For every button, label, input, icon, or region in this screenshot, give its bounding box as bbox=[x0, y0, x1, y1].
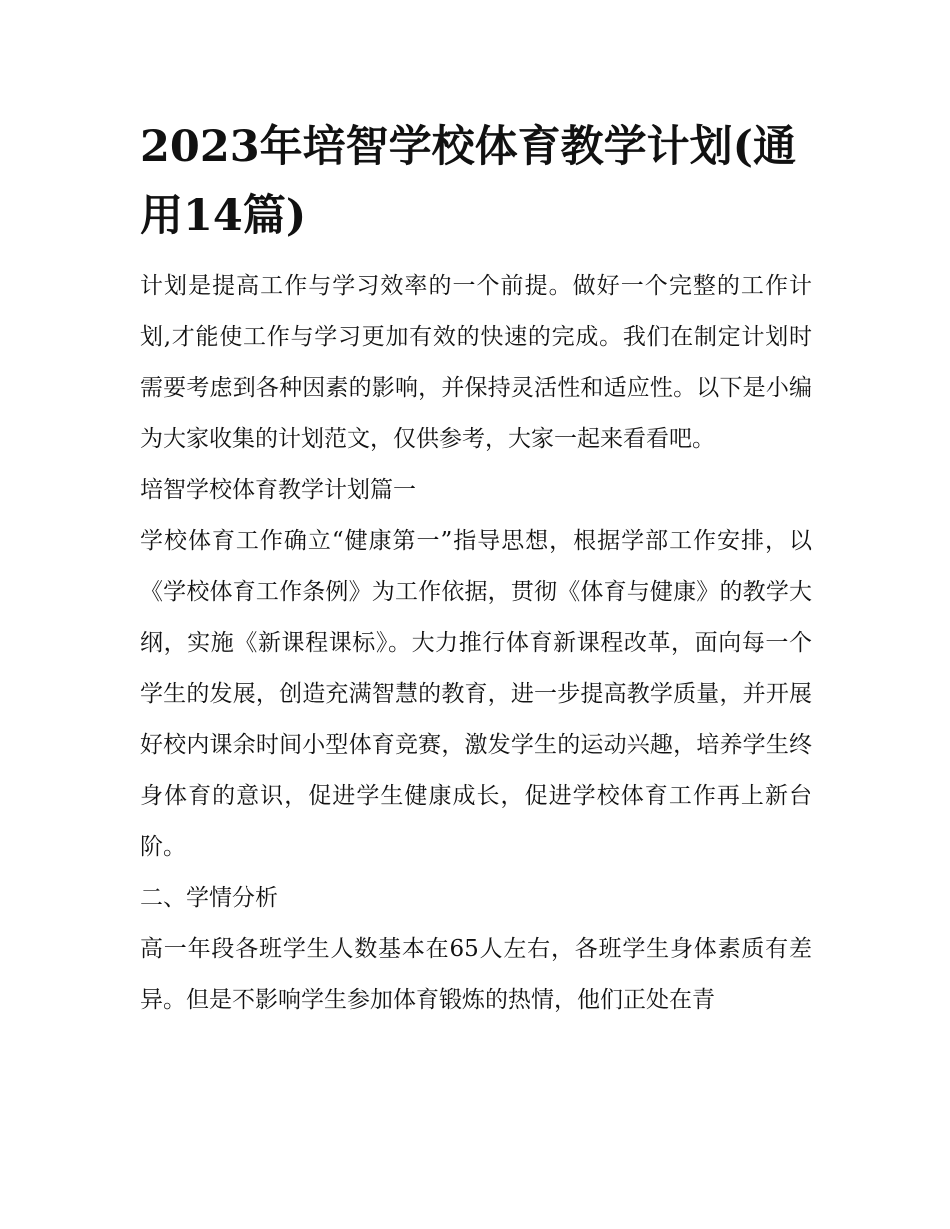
document-page bbox=[140, 113, 812, 1026]
section-heading-1: 培智学校体育教学计划篇一 bbox=[140, 477, 416, 503]
section-heading-2: 二、学情分析 bbox=[140, 885, 278, 911]
intro-paragraph: 计划是提高工作与学习效率的一个前提。做好一个完整的工作计划,才能使工作与学习更加有效的快速的完成。我们在制定计划时需要考虑到各种因素的影响，并保持灵活性和适应性。以下是小编为大家收集的计划范文，仅供参考，大家一起来看看吧。 bbox=[140, 273, 812, 452]
document-title: 2023年培智学校体育教学计划(通用14篇) bbox=[140, 122, 797, 241]
body-paragraph-2: 高一年段各班学生人数基本在65人左右，各班学生身体素质有差异。但是不影响学生参加体育锻炼的热情，他们正处在青 bbox=[140, 936, 812, 1013]
body-paragraph-1: 学校体育工作确立“健康第一”指导思想，根据学部工作安排，以《学校体育工作条例》为工作依据，贯彻《体育与健康》的教学大纲，实施《新课程课标》。大力推行体育新课程改革，面向每一个学生的发展，创造充满智慧的教育，进一步提高教学质量，并开展好校内课余时间小型体育竞赛，激发学生的运动兴趣，培养学生终身体育的意识，促进学生健康成长，促进学校体育工作再上新台阶。 bbox=[140, 528, 812, 860]
document-body bbox=[140, 261, 812, 1026]
